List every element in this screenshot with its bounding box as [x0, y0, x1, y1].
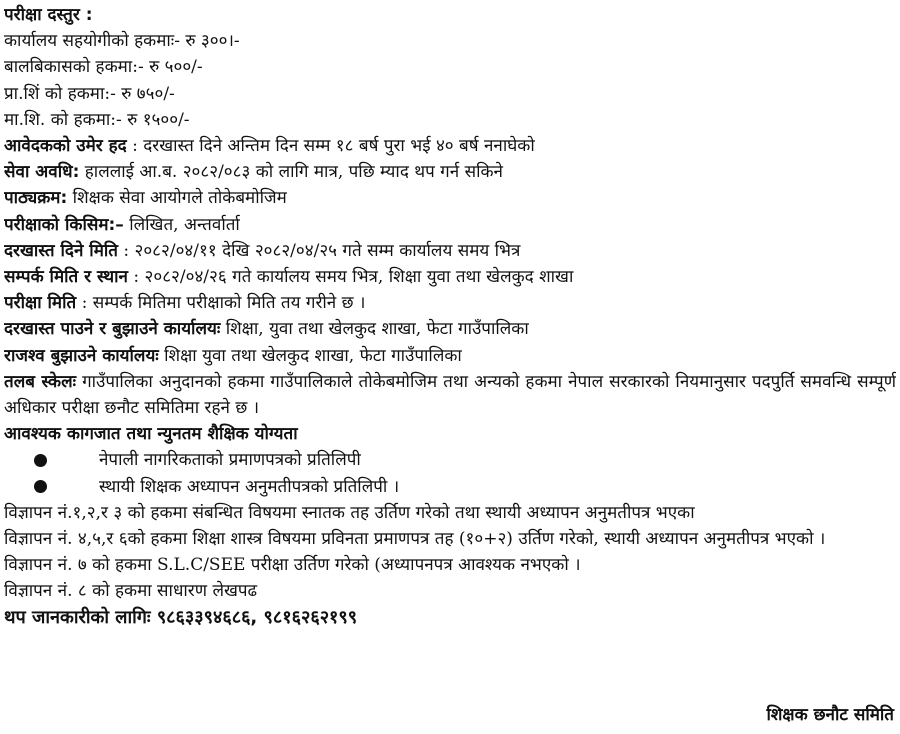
contact-date-row — [4, 264, 896, 290]
document-bullet-text: नेपाली नागरिकताको प्रमाणपत्रको प्रतिलिपी — [99, 450, 361, 471]
service-period-label: सेवा अवधि: — [4, 162, 80, 183]
document-bullet-license — [4, 474, 896, 500]
revenue-office-text: शिक्षा युवा तथा खेलकुद शाखा, फेटा गाउँपालिका — [158, 345, 462, 366]
qualification-ad-7: विज्ञापन नं. ७ को हकमा S.L.C/SEE परीक्षा उर्तिण गरेको (अध्यापनपत्र आवश्यक नभएको । — [4, 555, 581, 576]
exam-date-row — [4, 290, 896, 316]
exam-type-row — [4, 212, 896, 238]
syllabus-row — [4, 185, 896, 211]
service-period-text: हाललाई आ.ब. २०८२/०८३ को लागि मात्र, पछि म्याद थप गर्न सकिने — [79, 162, 503, 183]
document-bullet-citizenship — [4, 447, 896, 473]
qualification-ad-8: विज्ञापन नं. ८ को हकमा साधारण लेखपढ — [4, 581, 258, 602]
fee-item-secondary: मा.शि. को हकमा:- रु १५००/- — [4, 109, 190, 130]
service-period-row — [4, 159, 896, 185]
notice-document — [4, 2, 896, 631]
apply-date-row — [4, 238, 896, 264]
qualification-ads-4-6: विज्ञापन नं. ४,५,र ६को हकमा शिक्षा शास्त्र विषयमा प्रविनता प्रमाणपत्र तह (१०+२) उर्तिण गरेको, स्थायी अध्यापन अनुमतीपत्र भएको । — [4, 529, 826, 550]
application-office-row — [4, 316, 896, 342]
age-limit-text: : दरखास्त दिने अन्तिम दिन सम्म १८ बर्ष पुरा भई ४० बर्ष ननाघेको — [126, 136, 535, 157]
contact-info: थप जानकारीको लागिः ९८६३३९४६८६, ९८१६२६२१९९ — [4, 606, 358, 628]
bullet-icon — [34, 454, 47, 467]
salary-scale-label: तलब स्केलः — [4, 371, 77, 392]
fee-item-child-development: बालबिकासको हकमा:- रु ५००/- — [4, 57, 203, 78]
exam-date-label: परीक्षा मिति — [4, 293, 77, 314]
fee-item-primary: प्रा.शिं को हकमा:- रु ७५०/- — [4, 83, 175, 104]
qualification-ads-1-3: विज्ञापन नं.१,२,र ३ को हकमा संबन्धित विषयमा स्नातक तह उर्तिण गरेको तथा स्थायी अध्यापन अनुमतीपत्र भएका — [4, 502, 695, 523]
fee-item-office-assistant: कार्यालय सहयोगीको हकमाः- रु ३००।- — [4, 31, 240, 52]
age-limit-label: आवेदकको उमेर हद — [4, 136, 127, 157]
revenue-office-row — [4, 343, 896, 369]
committee-signature: शिक्षक छनौट समिति — [766, 705, 894, 725]
syllabus-label: पाठ्यक्रम: — [4, 188, 68, 209]
apply-date-label: दरखास्त दिने मिति — [4, 240, 118, 261]
syllabus-text: शिक्षक सेवा आयोगले तोकेबमोजिम — [67, 188, 287, 209]
contact-date-label: सम्पर्क मिति र स्थान — [4, 267, 128, 288]
revenue-office-label: राजश्व बुझाउने कार्यालयः — [4, 345, 159, 366]
fee-heading: परीक्षा दस्तुर : — [4, 5, 93, 25]
exam-date-text: : सम्पर्क मितिमा परीक्षाको मिति तय गरीने छ । — [76, 293, 366, 314]
documents-heading: आवश्यक कागजात तथा न्युनतम शैक्षिक योग्यता — [4, 424, 298, 445]
salary-scale-row — [4, 369, 896, 421]
bullet-icon — [34, 480, 47, 493]
age-limit-row — [4, 133, 896, 159]
exam-type-text: लिखित, अन्तर्वार्ता — [123, 214, 240, 235]
document-bullet-text: स्थायी शिक्षक अध्यापन अनुमतीपत्रको प्रतिलिपी । — [99, 476, 400, 497]
application-office-label: दरखास्त पाउने र बुझाउने कार्यालयः — [4, 319, 221, 340]
salary-scale-text: गाउँपालिका अनुदानको हकमा गाउँपालिकाले तोकेबमोजिम तथा अन्यको हकमा नेपाल सरकारको नियमानुसार पदपुर्ति समवन्धि सम्पूर्ण अधिकार परीक्षा छनौट समितिमा रहने छ । — [4, 371, 896, 419]
apply-date-text: : २०८२/०४/११ देखि २०८२/०४/२५ गते सम्म कार्यालय समय भित्र — [117, 240, 521, 261]
contact-date-text: : २०८२/०४/२६ गते कार्यालय समय भित्र, शिक्षा युवा तथा खेलकुद शाखा — [127, 267, 574, 288]
application-office-text: शिक्षा, युवा तथा खेलकुद शाखा, फेटा गाउँपालिका — [220, 319, 529, 340]
exam-type-label: परीक्षाको किसिम:– — [4, 214, 124, 235]
